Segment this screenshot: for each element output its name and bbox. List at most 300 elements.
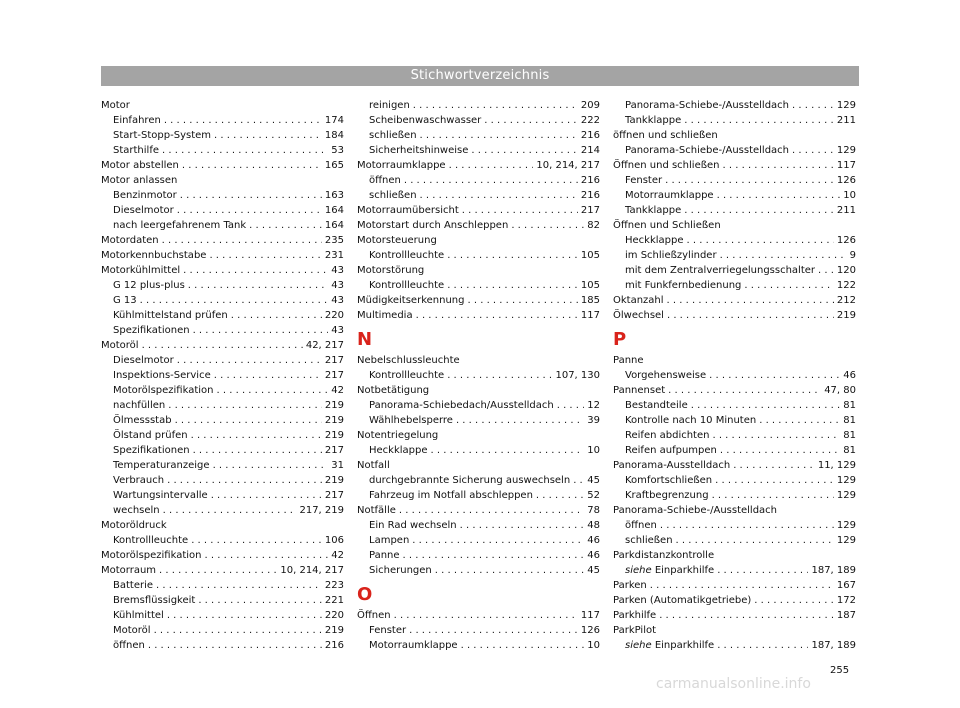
index-subentry [357, 443, 600, 458]
dot-leader [461, 638, 585, 653]
dot-leader [468, 293, 578, 308]
dot-leader [188, 278, 328, 293]
index-subentry [613, 398, 856, 413]
page-reference: 187, 189 [811, 565, 856, 576]
page-reference: 46 [587, 550, 600, 561]
page-reference: 81 [843, 400, 856, 411]
index-subentry [101, 428, 344, 443]
dot-leader [211, 488, 322, 503]
entry-term [625, 563, 714, 578]
see-target: Einparkhilfe [651, 565, 715, 576]
page-reference: 216 [580, 130, 600, 141]
index-subentry [101, 443, 344, 458]
index-subentry [101, 398, 344, 413]
dot-leader [709, 368, 840, 383]
entry-term: Kühlmittel [113, 610, 164, 621]
dot-leader [573, 473, 584, 488]
entry-term: mit Funkfernbedienung [625, 280, 742, 291]
index-subentry [613, 188, 856, 203]
dot-leader [175, 413, 322, 428]
page-reference: 164 [324, 220, 344, 231]
dot-leader [511, 218, 584, 233]
entry-term: Motor anlassen [101, 175, 178, 186]
entry-term: Panorama-Schiebe-/Ausstelldach [625, 145, 790, 156]
index-subentry [613, 263, 856, 278]
entry-term: Motorstörung [357, 265, 425, 276]
entry-term: Motorkühlmittel [101, 265, 181, 276]
entry-term: öffnen [369, 175, 401, 186]
page-number: 255 [830, 665, 850, 676]
dot-leader [413, 98, 578, 113]
page-reference: 211 [836, 115, 856, 126]
dot-leader [193, 443, 322, 458]
page-reference: 217, 219 [299, 505, 344, 516]
index-entry [357, 308, 600, 323]
entry-term: Temperaturanzeige [113, 460, 210, 471]
index-subentry [357, 638, 600, 653]
index-subentry [613, 248, 856, 263]
index-entry [613, 623, 856, 638]
dot-leader [148, 638, 322, 653]
dot-leader [818, 263, 834, 278]
dot-leader [142, 338, 303, 353]
page-reference: 214 [580, 145, 600, 156]
dot-leader [167, 473, 322, 488]
index-subentry [357, 368, 600, 383]
dot-leader [650, 578, 834, 593]
page-reference: 48 [587, 520, 600, 531]
dot-leader [754, 593, 834, 608]
index-entry [101, 233, 344, 248]
entry-term: Motorölspezifikation [113, 385, 214, 396]
dot-leader [660, 518, 834, 533]
index-subentry [101, 188, 344, 203]
dot-leader [557, 398, 585, 413]
page-reference: 212 [836, 295, 856, 306]
page-reference: 185 [580, 295, 600, 306]
entry-term: Parken [613, 580, 647, 591]
index-subentry [101, 533, 344, 548]
page-reference: 105 [580, 250, 600, 261]
index-entry [357, 458, 600, 473]
index-subentry [357, 413, 600, 428]
page-reference: 42 [331, 385, 344, 396]
index-entry [357, 218, 600, 233]
page-reference: 126 [836, 235, 856, 246]
dot-leader [667, 308, 834, 323]
page-reference: 219 [324, 475, 344, 486]
index-entry [613, 593, 856, 608]
page-reference: 11, 129 [817, 460, 856, 471]
page-reference: 120 [836, 265, 856, 276]
entry-term: nachfüllen [113, 400, 166, 411]
index-subentry [101, 218, 344, 233]
entry-term: Parkdistanzkontrolle [613, 550, 715, 561]
entry-term: Motorraumübersicht [357, 205, 459, 216]
page-reference: 43 [331, 325, 344, 336]
index-subentry [613, 443, 856, 458]
entry-term: Wartungsintervalle [113, 490, 208, 501]
page-reference: 216 [580, 190, 600, 201]
entry-term: G 13 [113, 295, 137, 306]
entry-term: öffnen [625, 520, 657, 531]
entry-term: Motorölspezifikation [101, 550, 202, 561]
entry-term: Motorraum [101, 565, 157, 576]
page-reference: 219 [836, 310, 856, 321]
dot-leader [231, 308, 322, 323]
index-subentry [357, 533, 600, 548]
index-entry [357, 428, 600, 443]
index-entry [101, 338, 344, 353]
dot-leader [668, 383, 821, 398]
dot-leader [167, 608, 322, 623]
page-reference: 43 [331, 265, 344, 276]
index-entry [613, 293, 856, 308]
page-reference: 165 [324, 160, 344, 171]
page-reference: 216 [324, 640, 344, 651]
entry-term: Dieselmotor [113, 205, 174, 216]
index-subentry [357, 398, 600, 413]
entry-term: Heckklappe [625, 235, 684, 246]
dot-leader [712, 488, 834, 503]
dot-leader [723, 158, 834, 173]
entry-term: Start-Stopp-System [113, 130, 212, 141]
index-entry [101, 98, 344, 113]
dot-leader [712, 428, 840, 443]
page-reference: 209 [580, 100, 600, 111]
dot-leader [156, 578, 322, 593]
index-subentry [357, 143, 600, 158]
entry-term: Parken (Automatikgetriebe) [613, 595, 752, 606]
entry-term: schließen [625, 535, 673, 546]
entry-term: Motorraumklappe [369, 640, 458, 651]
entry-term: Inspektions-Service [113, 370, 211, 381]
entry-term: Motorraumklappe [625, 190, 714, 201]
dot-leader [456, 413, 584, 428]
index-subentry [613, 488, 856, 503]
see-target: Einparkhilfe [651, 640, 715, 651]
dot-leader [435, 563, 585, 578]
page-reference: 46 [843, 370, 856, 381]
entry-term: öffnen [113, 640, 145, 651]
dot-leader [416, 308, 578, 323]
entry-term: ParkPilot [613, 625, 657, 636]
page-reference: 42, 217 [305, 340, 344, 351]
page-reference: 217 [324, 490, 344, 501]
index-subentry [357, 488, 600, 503]
entry-term: Motoröl [101, 340, 139, 351]
index-subentry [613, 518, 856, 533]
entry-term: Spezifikationen [113, 445, 190, 456]
page-reference: 117 [580, 610, 600, 621]
index-entry [613, 308, 856, 323]
page-reference: 187 [836, 610, 856, 621]
index-entry [101, 548, 344, 563]
dot-leader [214, 128, 322, 143]
entry-term: wechseln [113, 505, 160, 516]
index-subentry [357, 518, 600, 533]
page-reference: 10, 214, 217 [536, 160, 600, 171]
index-subentry [613, 563, 856, 578]
index-entry [357, 353, 600, 368]
dot-leader [162, 143, 328, 158]
entry-term: Motorsteuerung [357, 235, 437, 246]
page-reference: 82 [587, 220, 600, 231]
index-subentry [357, 278, 600, 293]
index-subentry [101, 278, 344, 293]
dot-leader [394, 608, 578, 623]
page-reference: 129 [836, 100, 856, 111]
entry-term: reinigen [369, 100, 410, 111]
index-letter-heading: N [357, 329, 373, 350]
entry-term: Tankklappe [625, 205, 682, 216]
page-reference: 53 [331, 145, 344, 156]
page-reference: 129 [836, 475, 856, 486]
index-entry [613, 608, 856, 623]
entry-term: Heckklappe [369, 445, 428, 456]
page-reference: 12 [587, 400, 600, 411]
index-entry [357, 383, 600, 398]
index-subentry [101, 353, 344, 368]
page-reference: 174 [324, 115, 344, 126]
entry-term: Kontrollleuchte [369, 280, 445, 291]
index-subentry [101, 368, 344, 383]
index-entry [613, 128, 856, 143]
entry-term: Motor [101, 100, 130, 111]
entry-term: Ein Rad wechseln [369, 520, 457, 531]
entry-term: Lampen [369, 535, 410, 546]
dot-leader [447, 278, 578, 293]
page-reference: 107, 130 [555, 370, 600, 381]
entry-term: Ölmessstab [113, 415, 172, 426]
entry-term: Scheibenwaschwasser [369, 115, 482, 126]
entry-term: Dieselmotor [113, 355, 174, 366]
dot-leader [792, 143, 834, 158]
page-reference: 126 [580, 625, 600, 636]
page-reference: 167 [836, 580, 856, 591]
entry-term: Motor abstellen [101, 160, 179, 171]
dot-leader [536, 488, 584, 503]
entry-term: Reifen aufpumpen [625, 445, 717, 456]
index-entry [357, 503, 600, 518]
index-subentry [357, 128, 600, 143]
see-reference: siehe [625, 565, 652, 576]
index-entry [357, 608, 600, 623]
index-entry [357, 233, 600, 248]
entry-term: Motoröl [113, 625, 151, 636]
entry-term: Starthilfe [113, 145, 159, 156]
entry-term: öffnen und schließen [613, 130, 718, 141]
entry-term: Einfahren [113, 115, 161, 126]
dot-leader [720, 443, 840, 458]
index-subentry [101, 113, 344, 128]
index-subentry [101, 203, 344, 218]
page-reference: 217 [324, 370, 344, 381]
entry-term: Kontrolle nach 10 Minuten [625, 415, 757, 426]
entry-term: Reifen abdichten [625, 430, 710, 441]
dot-leader [183, 263, 328, 278]
dot-leader [462, 203, 578, 218]
page-reference: 129 [836, 520, 856, 531]
dot-leader [191, 428, 322, 443]
index-entry [101, 248, 344, 263]
entry-term: Panne [369, 550, 400, 561]
index-entry [101, 263, 344, 278]
index-letter-heading: P [613, 329, 627, 350]
entry-term: Wählhebelsperre [369, 415, 453, 426]
dot-leader [214, 368, 322, 383]
dot-leader [217, 383, 329, 398]
page-reference: 221 [324, 595, 344, 606]
page-reference: 31 [331, 460, 344, 471]
page-reference: 10, 214, 217 [280, 565, 344, 576]
entry-term: Kontrollleuchte [113, 535, 189, 546]
index-subentry [101, 488, 344, 503]
dot-leader [676, 533, 834, 548]
page-reference: 126 [836, 175, 856, 186]
index-subentry [613, 413, 856, 428]
dot-leader [404, 173, 578, 188]
entry-term: Multimedia [357, 310, 413, 321]
index-entry [357, 158, 600, 173]
dot-leader [691, 398, 841, 413]
entry-term: Fahrzeug im Notfall abschleppen [369, 490, 533, 501]
page-reference: 219 [324, 625, 344, 636]
page-reference: 129 [836, 490, 856, 501]
section-header: Stichwortverzeichnis [101, 66, 859, 86]
entry-term: Ölstand prüfen [113, 430, 188, 441]
page-reference: 43 [331, 280, 344, 291]
index-subentry [357, 623, 600, 638]
entry-term: schließen [369, 130, 417, 141]
dot-leader [198, 593, 322, 608]
page-reference: 211 [836, 205, 856, 216]
dot-leader [460, 518, 585, 533]
entry-term: Oktanzahl [613, 295, 664, 306]
page-reference: 187, 189 [811, 640, 856, 651]
page-reference: 219 [324, 430, 344, 441]
entry-term: im Schließzylinder [625, 250, 717, 261]
entry-term: Bremsflüssigkeit [113, 595, 196, 606]
entry-term: Verbrauch [113, 475, 165, 486]
entry-term: Komfortschließen [625, 475, 713, 486]
entry-term [625, 638, 714, 653]
page-reference: 52 [587, 490, 600, 501]
dot-leader [213, 458, 329, 473]
dot-leader [431, 443, 585, 458]
page-reference: 78 [587, 505, 600, 516]
entry-term: Vorgehensweise [625, 370, 707, 381]
entry-term: Nebelschlussleuchte [357, 355, 460, 366]
page-reference: 81 [843, 445, 856, 456]
dot-leader [154, 623, 322, 638]
entry-term: Motorkennbuchstabe [101, 250, 207, 261]
index-entry [101, 173, 344, 188]
page-reference: 220 [324, 310, 344, 321]
page-reference: 10 [587, 445, 600, 456]
entry-term: Öffnen und schließen [613, 160, 720, 171]
dot-leader [759, 413, 840, 428]
index-subentry [613, 638, 856, 653]
index-subentry [101, 128, 344, 143]
index-subentry [101, 623, 344, 638]
index-subentry [613, 428, 856, 443]
entry-term: Kontrollleuchte [369, 250, 445, 261]
page-reference: 219 [324, 400, 344, 411]
index-subentry [101, 383, 344, 398]
page-reference: 223 [324, 580, 344, 591]
page-reference: 220 [324, 610, 344, 621]
page-reference: 117 [580, 310, 600, 321]
page-reference: 163 [324, 190, 344, 201]
entry-term: Motorstart durch Anschleppen [357, 220, 509, 231]
index-subentry [613, 143, 856, 158]
dot-leader [687, 233, 834, 248]
dot-leader [733, 458, 815, 473]
page-reference: 117 [836, 160, 856, 171]
page-reference: 222 [580, 115, 600, 126]
dot-leader [717, 188, 841, 203]
entry-term: nach leergefahrenem Tank [113, 220, 247, 231]
index-entry [613, 353, 856, 368]
index-entry [357, 203, 600, 218]
index-subentry [357, 248, 600, 263]
index-entry [613, 458, 856, 473]
index-subentry [613, 203, 856, 218]
dot-leader [163, 503, 297, 518]
dot-leader [205, 548, 329, 563]
index-entry [357, 263, 600, 278]
index-subentry [101, 473, 344, 488]
index-entry [613, 383, 856, 398]
index-entry [613, 578, 856, 593]
entry-term: G 12 plus-plus [113, 280, 185, 291]
dot-leader [162, 233, 322, 248]
index-subentry [613, 173, 856, 188]
dot-leader [447, 248, 578, 263]
dot-leader [717, 638, 808, 653]
dot-leader [420, 128, 578, 143]
dot-leader [449, 158, 534, 173]
page-reference: 45 [587, 565, 600, 576]
dot-leader [484, 113, 578, 128]
page-reference: 45 [587, 475, 600, 486]
index-entry [101, 518, 344, 533]
page-reference: 42 [331, 550, 344, 561]
page-reference: 39 [587, 415, 600, 426]
entry-term: Kontrollleuchte [369, 370, 445, 381]
index-column-1 [101, 98, 344, 653]
index-subentry [613, 113, 856, 128]
entry-term: Bestandteile [625, 400, 688, 411]
index-subentry [613, 98, 856, 113]
page-reference: 105 [580, 280, 600, 291]
entry-term: Notbetätigung [357, 385, 430, 396]
index-subentry [357, 98, 600, 113]
entry-term: Kraftbegrenzung [625, 490, 709, 501]
entry-term: Notentriegelung [357, 430, 439, 441]
index-entry [101, 158, 344, 173]
page-reference: 235 [324, 235, 344, 246]
index-subentry [613, 368, 856, 383]
page-reference: 9 [849, 250, 856, 261]
dot-leader [403, 548, 585, 563]
entry-term: Notfall [357, 460, 390, 471]
index-subentry [101, 413, 344, 428]
dot-leader [164, 113, 322, 128]
index-subentry [357, 548, 600, 563]
index-subentry [357, 563, 600, 578]
